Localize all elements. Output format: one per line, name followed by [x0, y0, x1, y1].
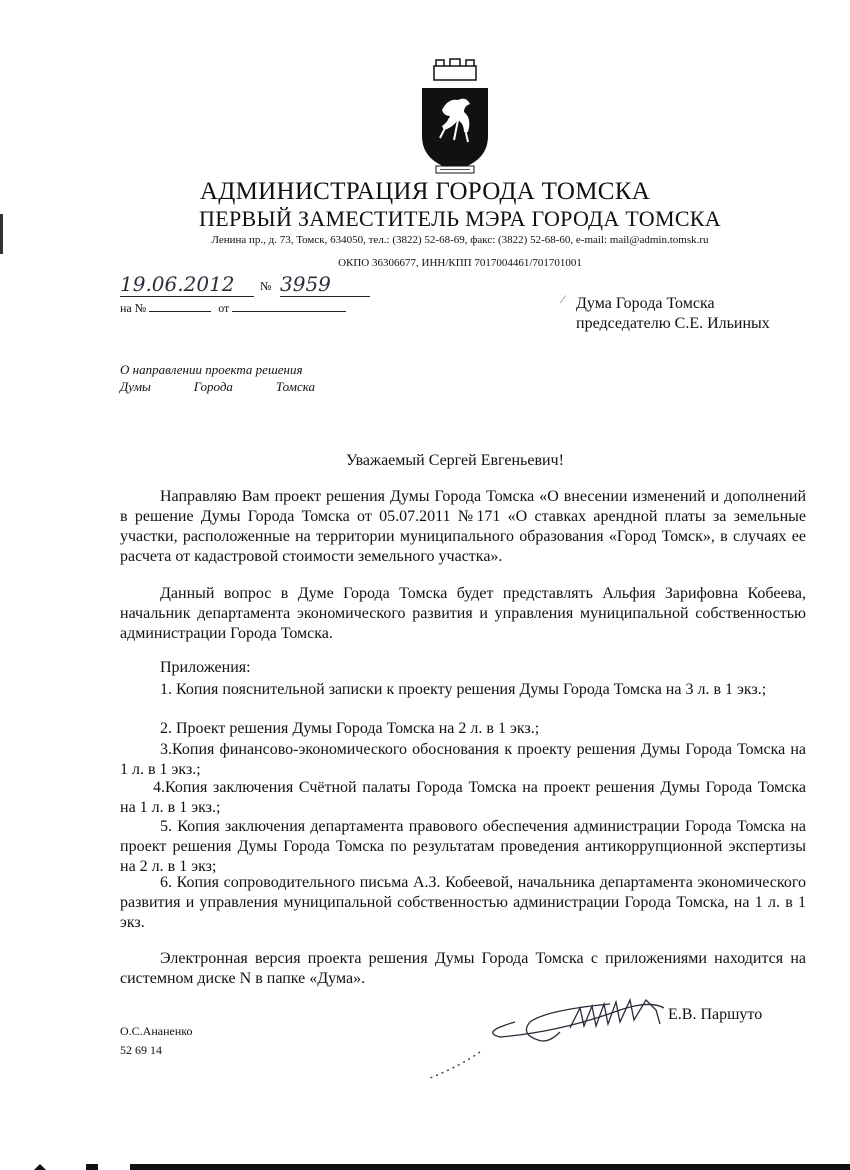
- attachments-heading: Приложения:: [160, 659, 251, 676]
- org-title: АДМИНИСТРАЦИЯ ГОРОДА ТОМСКА: [199, 178, 651, 205]
- addressee-organization: Дума Города Томска: [576, 295, 715, 312]
- scan-bottom-edge: [130, 1164, 850, 1170]
- subject-word-3: Томска: [275, 379, 315, 394]
- paragraph-electronic-version: Электронная версия проекта решения Думы Города Томска с приложениями находится на системном диске N в папке «Дума».: [120, 950, 806, 987]
- letter-subject: [120, 361, 330, 395]
- contact-line: Ленина пр., д. 73, Томск, 634050, тел.: (3822) 52-68-69, факс: (3822) 52-68-60, e-mail: mail@admin.tomsk.ru: [211, 234, 709, 246]
- subject-word-2: Города: [193, 379, 233, 394]
- registration-date: 19.06.2012: [120, 272, 254, 297]
- registration-number: 3959: [280, 272, 370, 297]
- attachment-item: 6. Копия сопроводительного письма А.З. Кобеевой, начальника департамента экономического развития и управления муниципальной собственностью администрации Города Томска, на 1 л. в 1 экз.: [120, 874, 806, 931]
- executor-name: О.С.Ананенко: [120, 1024, 193, 1038]
- subject-line-1: О направлении проекта решения: [120, 362, 303, 377]
- attachment-item: 5. Копия заключения департамента правового обеспечения администрации Города Томска на проект решения Думы Города Томска по результатам проведения антикоррупционной экспертизы на 2 л. в 1 экз;: [120, 818, 806, 875]
- subject-line-2: [120, 378, 315, 395]
- reference-number-blank: [149, 301, 211, 312]
- attachment-item: 3.Копия финансово-экономического обоснования к проекту решения Думы Города Томска на 1 л. в 1 экз.;: [120, 741, 806, 778]
- okpo-line: ОКПО 36306677, ИНН/КПП 7017004461/701701001: [338, 257, 582, 269]
- greeting: Уважаемый Сергей Евгеньевич!: [346, 452, 564, 469]
- check-mark-icon: ⁄: [562, 292, 565, 306]
- attachment-item: 4.Копия заключения Счётной палаты Города Томска на проект решения Думы Города Томска на 1 л. в 1 экз.;: [120, 779, 806, 816]
- signature-icon: [420, 982, 680, 1082]
- registration-line: [120, 272, 360, 296]
- addressee-block: [576, 294, 770, 334]
- org-subtitle: ПЕРВЫЙ ЗАМЕСТИТЕЛЬ МЭРА ГОРОДА ТОМСКА: [199, 206, 721, 231]
- executor-phone: 52 69 14: [120, 1043, 162, 1057]
- subject-word-1: Думы: [120, 379, 151, 394]
- attachment-item: 1. Копия пояснительной записки к проекту решения Думы Города Томска на 3 л. в 1 экз.;: [160, 681, 767, 698]
- scan-artifact: [30, 1160, 110, 1170]
- paragraph-presenter: Данный вопрос в Думе Города Томска будет представлять Альфия Зарифовна Кобеева, начальник департамента экономического развития и управления муниципальной собственностью администрации Города Томска.: [120, 585, 806, 642]
- tomsk-coat-of-arms-icon: [414, 58, 496, 180]
- reference-number-label: на №: [120, 301, 147, 315]
- executor-block: [120, 1022, 192, 1060]
- signer-name: Е.В. Паршуто: [668, 1006, 763, 1023]
- attachment-item: 2. Проект решения Думы Города Томска на 2 л. в 1 экз.;: [160, 720, 540, 737]
- reference-date-label: от: [218, 301, 230, 315]
- registration-number-label: №: [260, 279, 272, 293]
- reference-line: [120, 301, 346, 316]
- paragraph-main: Направляю Вам проект решения Думы Города Томска «О внесении изменений и дополнений в решение Думы Города Томска от 05.07.2011 №171 «О ставках арендной платы за земельные участки, расположенные на территории муниципального образования «Город Томск», в случаях ее расчета от кадастровой стоимости земельного участка».: [120, 488, 806, 565]
- reference-date-blank: [232, 301, 346, 312]
- addressee-person: председателю С.Е. Ильиных: [576, 315, 770, 332]
